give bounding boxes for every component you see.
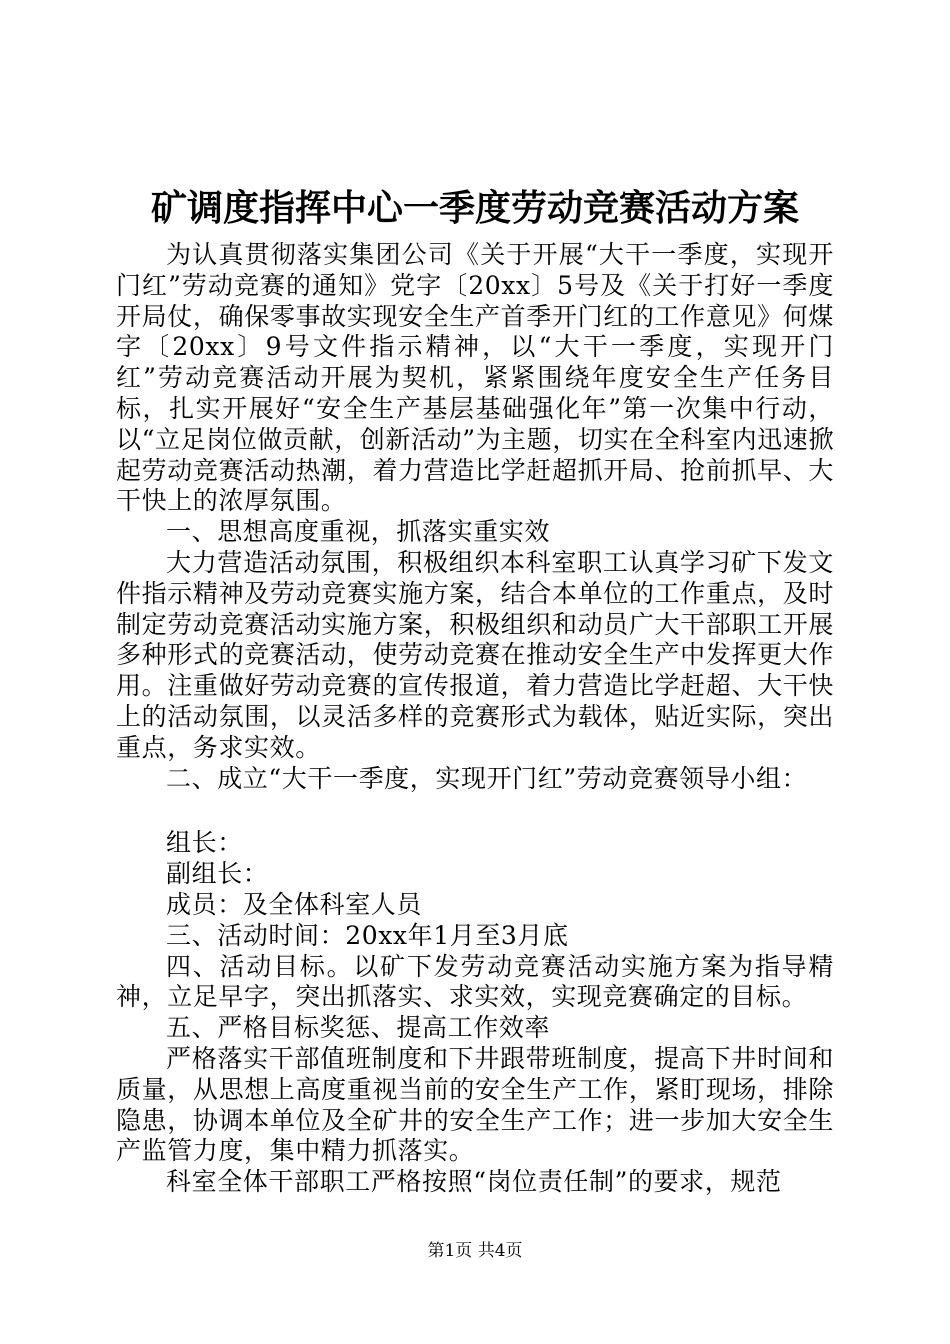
page-footer: 第1页 共4页 bbox=[427, 1241, 523, 1261]
section-1-paragraph: 大力营造活动氛围，积极组织本科室职工认真学习矿下发文件指示精神及劳动竞赛实施方案，结合本单位的工作重点，及时制定劳动竞赛活动实施方案，积极组织和动员广大干部职工开展多种形式的竞赛活动，使劳动竞赛在推动安全生产中发挥更大作用。注重做好劳动竞赛的宣传报道，着力营造比学赶超、大干快上的活动氛围，以灵活多样的竞赛形式为载体，贴近实际，突出重点，务求实效。 bbox=[116, 547, 834, 762]
members-line: 成员：及全体科室人员 bbox=[166, 889, 423, 919]
section-5-paragraph-b: 科室全体干部职工严格按照“岗位责任制”的要求，规范 bbox=[166, 1167, 782, 1197]
deputy-leader-line: 副组长： bbox=[166, 859, 269, 889]
section-heading-1: 一、思想高度重视，抓落实重实效 bbox=[166, 517, 551, 547]
section-heading-5: 五、严格目标奖惩、提高工作效率 bbox=[166, 1013, 551, 1043]
leader-line: 组长： bbox=[166, 828, 243, 858]
intro-paragraph: 为认真贯彻落实集团公司《关于开展“大干一季度，实现开门红”劳动竞赛的通知》党字〔20xx〕5号及《关于打好一季度开局仗，确保零事故实现安全生产首季开门红的工作意见》何煤字〔20xx〕9号文件指示精神，以“大干一季度，实现开门红”劳动竞赛活动开展为契机，紧紧围绕年度安全生产任务目标，扎实开展好“安全生产基层基础强化年”第一次集中行动，以“立足岗位做贡献，创新活动”为主题，切实在全科室内迅速掀起劳动竞赛活动热潮，着力营造比学赶超抓开局、抢前抓早、大干快上的浓厚氛围。 bbox=[116, 240, 834, 516]
section-4-paragraph: 四、活动目标。以矿下发劳动竞赛活动实施方案为指导精神，立足早字，突出抓落实、求实效，实现竞赛确定的目标。 bbox=[116, 951, 834, 1012]
section-heading-2: 二、成立“大干一季度，实现开门红”劳动竞赛领导小组： bbox=[166, 763, 808, 793]
document-title: 矿调度指挥中心一季度劳动竞赛活动方案 bbox=[150, 187, 799, 229]
section-heading-3: 三、活动时间：20xx年1月至3月底 bbox=[166, 920, 569, 950]
document-body bbox=[116, 240, 834, 1198]
blank-gap bbox=[116, 794, 834, 828]
section-5-paragraph-a: 严格落实干部值班制度和下井跟带班制度，提高下井时间和质量，从思想上高度重视当前的安全生产工作，紧盯现场，排除隐患，协调本单位及全矿井的安全生产工作；进一步加大安全生产监管力度，集中精力抓落实。 bbox=[116, 1043, 834, 1166]
